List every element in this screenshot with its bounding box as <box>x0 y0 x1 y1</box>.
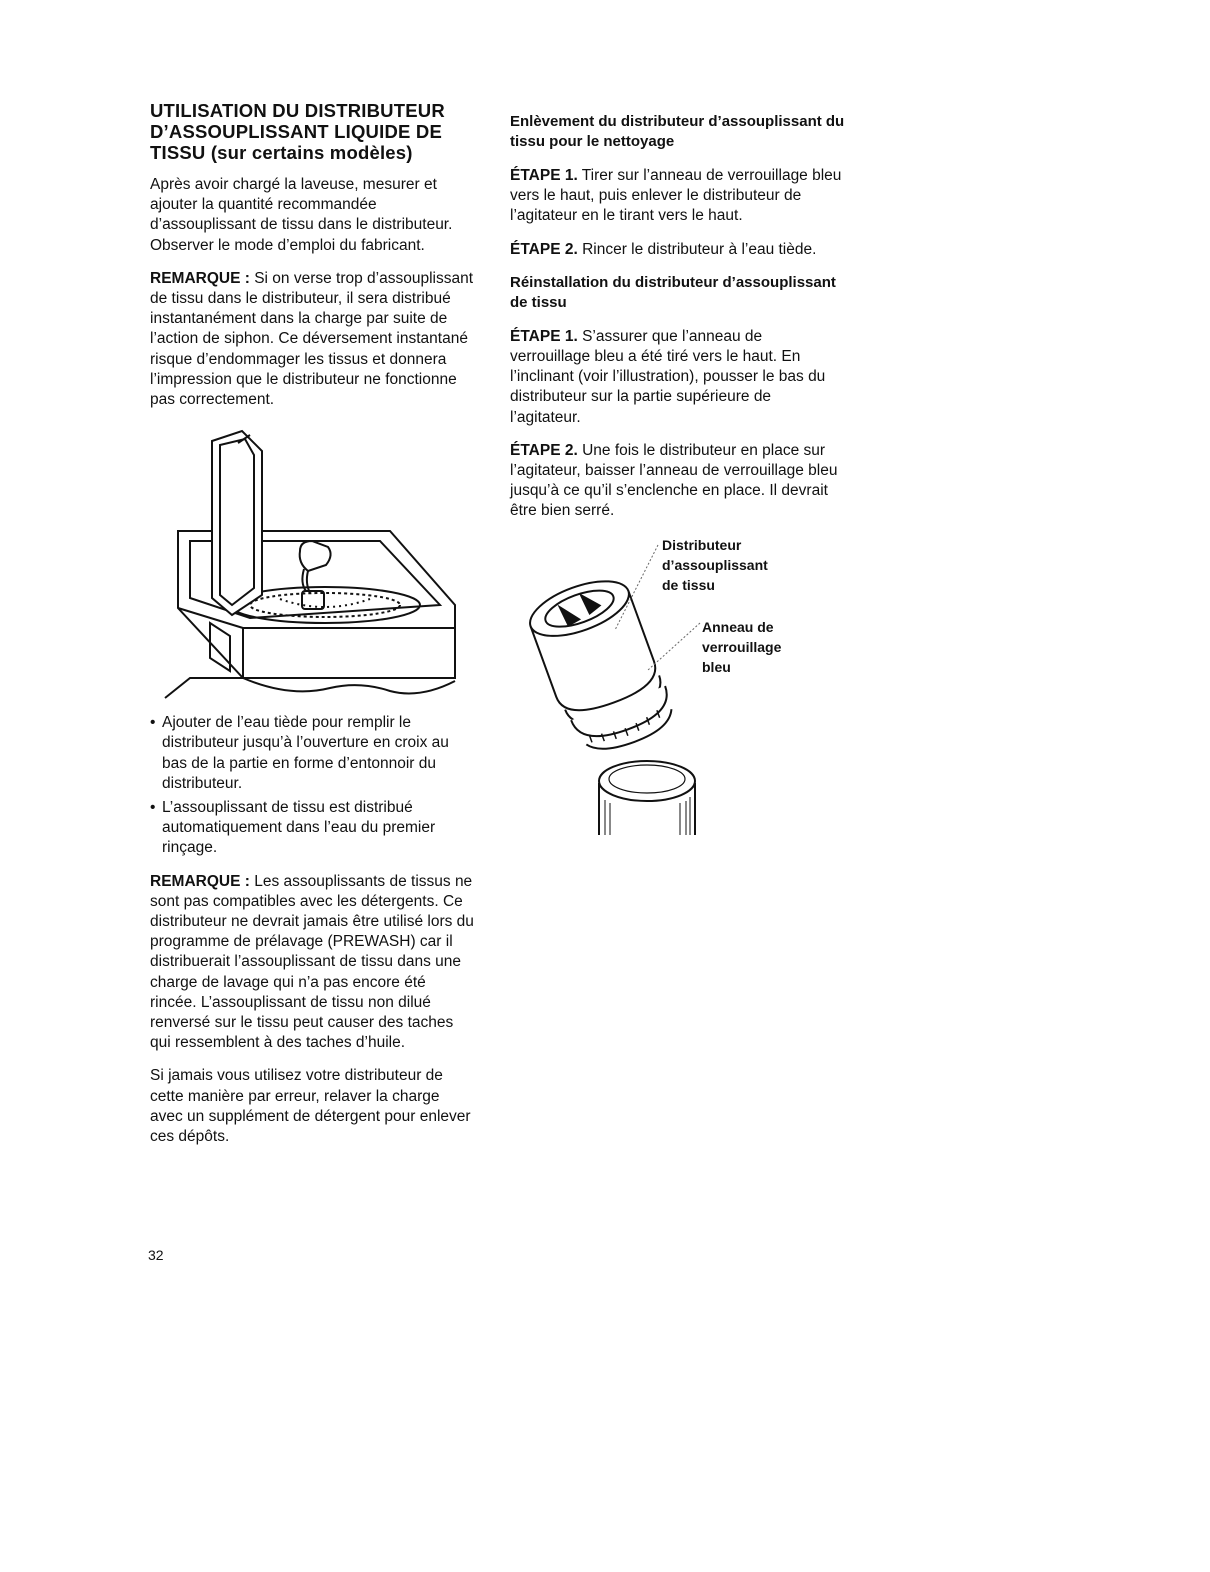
step-label: ÉTAPE 1. <box>510 327 578 345</box>
note-text: Les assouplissants de tissus ne sont pas compatibles avec les détergents. Ce distributeur ne devrait jamais être utilisé lors du programme de prélavage (PREWASH) car il distribuerait l’assouplissant de tissu dans une charge de lavage qui n’a pas encore été rincée. L’assouplissant de tissu non dilué renversé sur le tissu peut causer des taches qui ressemblent à des taches d’huile. <box>150 872 474 1052</box>
step-text: S’assurer que l’anneau de verrouillage bleu a été tiré vers le haut. En l’inclinant (voir l’illustration), pousser le bas du distributeur sur la partie supérieure de l’agitateur. <box>510 327 826 426</box>
step-text: Tirer sur l’anneau de verrouillage bleu vers le haut, puis enlever le distributeur de l’agitateur en le tirant vers le haut. <box>510 167 842 225</box>
removal-heading: Enlèvement du distributeur d’assouplissant du tissu pour le nettoyage <box>510 113 845 150</box>
list-item: • L’assouplissant de tissu est distribué automatiquement dans l’eau du premier rinçage. <box>150 799 436 857</box>
note-paragraph-2 <box>150 872 475 1054</box>
step-label: ÉTAPE 1. <box>510 167 578 184</box>
section-title: UTILISATION DU DISTRIBUTEUR D’ASSOUPLISSANT LIQUIDE DE TISSU (sur certains modèles) <box>150 100 445 163</box>
reinstall-heading: Réinstallation du distributeur d’assouplissant de tissu <box>510 273 836 311</box>
callout-dispenser: Distributeur d’assouplissant de tissu <box>662 536 768 593</box>
note-label: REMARQUE : <box>150 872 250 890</box>
list-item: • Ajouter de l’eau tiède pour remplir le distributeur jusqu’à l’ouverture en croix au bas de la partie en forme d’entonnoir du distributeur. <box>150 714 449 792</box>
page-number: 32 <box>148 1247 164 1263</box>
closing-paragraph: Si jamais vous utilisez votre distributeur de cette manière par erreur, relaver la charge avec un supplément de détergent pour enlever ces dépôts. <box>150 1067 471 1146</box>
step-text: Rincer le distributeur à l’eau tiède. <box>577 240 817 258</box>
step-label: ÉTAPE 2. <box>510 240 578 258</box>
step-paragraph <box>510 327 845 428</box>
bullet-list <box>150 713 475 858</box>
note-paragraph <box>150 269 475 410</box>
step-paragraph <box>510 441 845 522</box>
note-label: REMARQUE : <box>150 269 250 287</box>
step-text: Une fois le distributeur en place sur l’agitateur, baisser l’anneau de verrouillage bleu jusqu’à ce qu’il s’enclenche en place. Il devrait être bien serré. <box>510 441 838 520</box>
left-column <box>150 100 475 1160</box>
step-paragraph <box>510 240 845 260</box>
right-column <box>510 112 845 845</box>
step-label: ÉTAPE 2. <box>510 441 578 459</box>
dispenser-figure <box>510 535 845 845</box>
step-paragraph <box>510 166 845 227</box>
washer-illustration <box>150 423 475 713</box>
intro-paragraph: Après avoir chargé la laveuse, mesurer et ajouter la quantité recommandée d’assouplissant de tissu dans le distributeur. Observer le mode d’emploi du fabricant. <box>150 176 453 254</box>
note-text: Si on verse trop d’assouplissant de tissu dans le distributeur, il sera distribué instantanément dans la charge par suite de l’action de siphon. Ce déversement instantané risque d’endommager les tissus et donnera l’impression que le distributeur ne fonctionne pas correctement. <box>150 269 474 409</box>
callout-lock-ring: Anneau de verrouillage bleu <box>702 618 782 675</box>
